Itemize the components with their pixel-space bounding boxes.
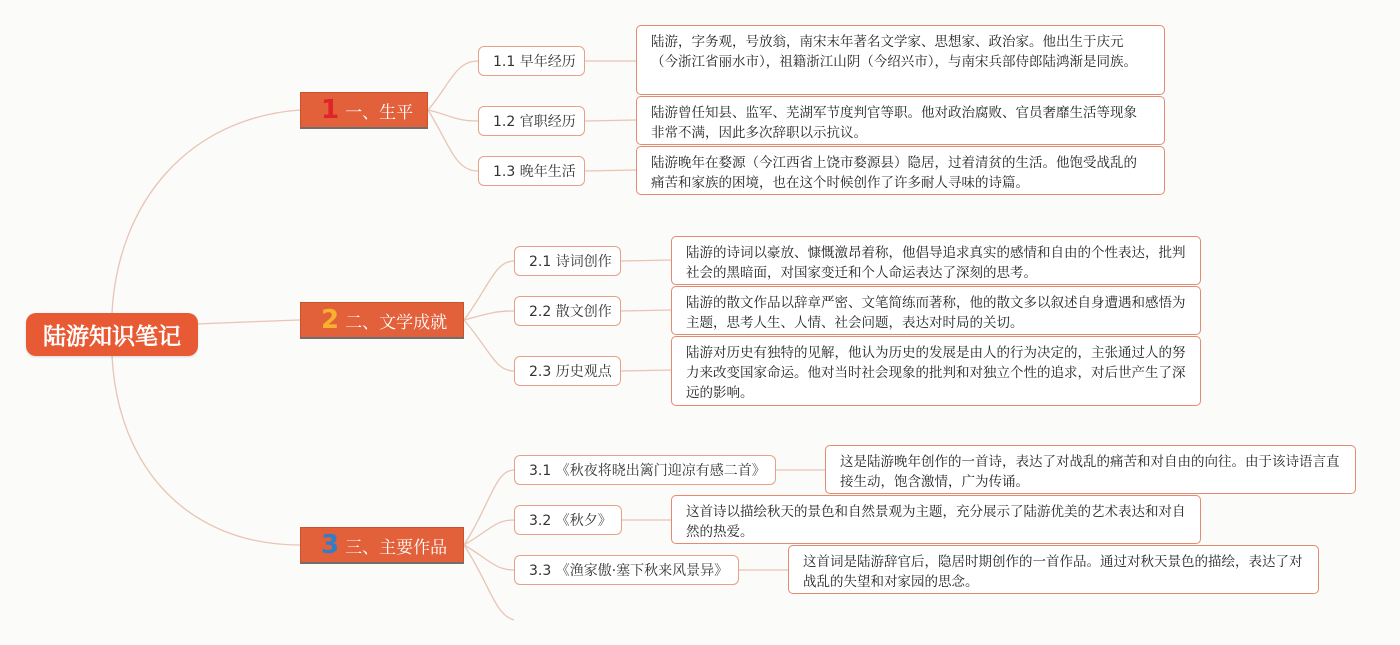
section-1-title: 一、生平: [345, 102, 414, 123]
sub-label: 3.3 《渔家傲·塞下秋来风景异》: [529, 563, 729, 579]
sub-node-2-1[interactable]: [514, 246, 621, 276]
link-detail-2-3: [621, 370, 671, 371]
link-root-sec3: [112, 356, 300, 545]
section-3-node[interactable]: [300, 527, 464, 564]
link-detail-1-3: [585, 170, 636, 171]
sub-node-1-3[interactable]: [478, 156, 585, 186]
section-3-number: 3: [321, 530, 340, 560]
detail-note-2-3[interactable]: [671, 336, 1201, 406]
link-sec2-item2: [464, 311, 514, 320]
sub-label: 2.3 历史观点: [529, 364, 612, 380]
detail-text: 陆游的散文作品以辞章严密、文笔简练而著称，他的散文多以叙述自身遭遇和感悟为主题，思考人生、人情、社会问题，表达对时局的关切。: [686, 295, 1186, 331]
link-sec3-stub: [464, 545, 514, 620]
sub-label: 1.3 晚年生活: [493, 164, 576, 180]
detail-text: 陆游，字务观，号放翁，南宋末年著名文学家、思想家、政治家。他出生于庆元（今浙江省丽水市），祖籍浙江山阴（今绍兴市），与南宋兵部侍郎陆鸿渐是同族。: [651, 34, 1137, 70]
detail-note-1-3[interactable]: [636, 146, 1165, 195]
detail-text: 这首诗以描绘秋天的景色和自然景观为主题，充分展示了陆游优美的艺术表达和对自然的热爱。: [686, 504, 1186, 540]
link-root-sec2: [198, 320, 300, 324]
link-sec1-item1: [428, 61, 478, 110]
sub-label: 3.2 《秋夕》: [529, 513, 612, 529]
sub-node-3-2[interactable]: [514, 505, 622, 535]
detail-note-3-1[interactable]: [825, 445, 1356, 494]
link-sec1-item3: [428, 110, 478, 171]
detail-text: 陆游曾任知县、监军、芜湖军节度判官等职。他对政治腐败、官员奢靡生活等现象非常不满，因此多次辞职以示抗议。: [651, 105, 1137, 141]
sub-label: 2.1 诗词创作: [529, 254, 612, 270]
section-1-node[interactable]: [300, 92, 428, 129]
detail-note-3-3[interactable]: [788, 545, 1319, 594]
detail-note-1-1[interactable]: [636, 25, 1165, 95]
sub-node-3-1[interactable]: [514, 455, 776, 485]
root-node[interactable]: [26, 313, 198, 356]
detail-text: 陆游晚年在婺源（今江西省上饶市婺源县）隐居，过着清贫的生活。他饱受战乱的痛苦和家族的困境，也在这个时候创作了许多耐人寻味的诗篇。: [651, 155, 1137, 191]
detail-text: 这首词是陆游辞官后，隐居时期创作的一首作品。通过对秋天景色的描绘，表达了对战乱的失望和对家园的思念。: [803, 554, 1303, 590]
sub-label: 1.2 官职经历: [493, 114, 576, 130]
link-root-sec1: [112, 110, 300, 313]
detail-text: 陆游对历史有独特的见解，他认为历史的发展是由人的行为决定的，主张通过人的努力来改变国家命运。他对当时社会现象的批判和对独立个性的追求，对后世产生了深远的影响。: [686, 345, 1186, 401]
sub-node-1-2[interactable]: [478, 106, 585, 136]
detail-note-1-2[interactable]: [636, 96, 1165, 145]
section-2-number: 2: [321, 305, 340, 335]
link-sec2-item3: [464, 320, 514, 371]
link-sec3-item1: [464, 470, 514, 545]
link-detail-2-1: [621, 260, 671, 261]
link-detail-2-2: [621, 310, 671, 311]
detail-note-3-2[interactable]: [671, 495, 1201, 544]
link-detail-1-2: [585, 120, 636, 121]
section-2-node[interactable]: [300, 302, 464, 339]
detail-text: 陆游的诗词以豪放、慷慨激昂着称，他倡导追求真实的感情和自由的个性表达，批判社会的黑暗面，对国家变迁和个人命运表达了深刻的思考。: [686, 245, 1186, 281]
sub-label: 3.1 《秋夜将晓出篱门迎凉有感二首》: [529, 463, 766, 479]
section-2-title: 二、文学成就: [345, 312, 448, 333]
detail-text: 这是陆游晚年创作的一首诗，表达了对战乱的痛苦和对自由的向往。由于该诗语言直接生动，饱含激情，广为传诵。: [840, 454, 1340, 490]
root-title: 陆游知识笔记: [43, 324, 181, 350]
section-3-title: 三、主要作品: [345, 537, 448, 558]
sub-label: 2.2 散文创作: [529, 304, 612, 320]
detail-note-2-2[interactable]: [671, 286, 1201, 335]
section-1-number: 1: [321, 95, 340, 125]
sub-node-1-1[interactable]: [478, 46, 585, 76]
sub-node-2-2[interactable]: [514, 296, 621, 326]
link-sec1-item2: [428, 110, 478, 121]
sub-node-2-3[interactable]: [514, 356, 621, 386]
sub-label: 1.1 早年经历: [493, 54, 576, 70]
sub-node-3-3[interactable]: [514, 555, 739, 585]
detail-note-2-1[interactable]: [671, 236, 1201, 285]
